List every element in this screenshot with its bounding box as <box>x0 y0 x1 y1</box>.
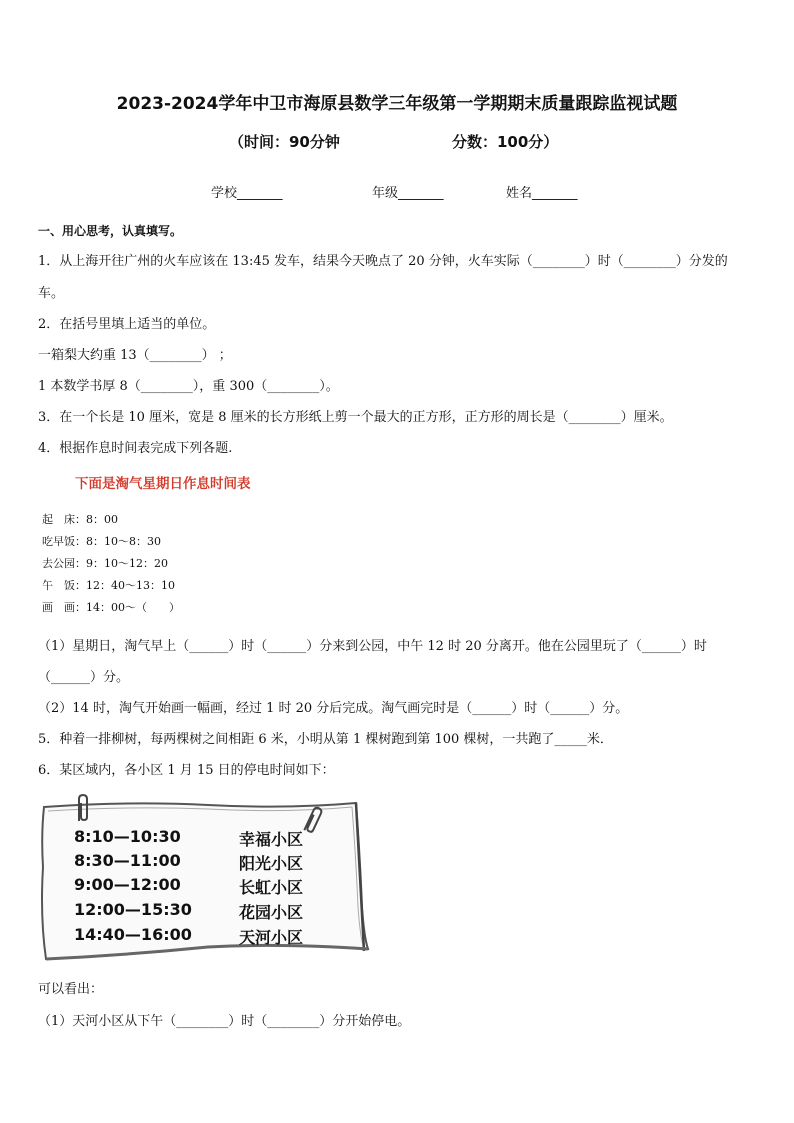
schedule-row: 画 画：14：00～（ ） <box>42 601 180 614</box>
outage-area: 阳光小区 <box>239 854 304 873</box>
observe-label: 可以看出： <box>38 982 104 997</box>
schedule-row: 起 床：8：00 <box>42 513 118 526</box>
question-4: 4．根据作息时间表完成下列各题. <box>38 441 233 456</box>
question-2b: 1 本数学书厚 8（________），重 300（________）。 <box>38 379 339 394</box>
name-field: 姓名_______ <box>506 186 578 201</box>
schedule-row: 吃早饭：8：10～8：30 <box>42 535 161 548</box>
paperclip-icon <box>72 793 94 825</box>
outage-area: 花园小区 <box>239 903 304 922</box>
outage-area: 长虹小区 <box>239 878 304 897</box>
schedule-row: 去公园：9：10～12：20 <box>42 557 168 570</box>
outage-time: 12:00—15:30 <box>74 900 192 919</box>
school-field: 学校_______ <box>211 186 283 201</box>
grade-field: 年级_______ <box>372 186 444 201</box>
question-2a: 一箱梨大约重 13（________） ； <box>38 348 232 363</box>
question-2: 2．在括号里填上适当的单位。 <box>38 317 216 332</box>
exam-title: 2023-2024学年中卫市海原县数学三年级第一学期期末质量跟踪监视试题 <box>116 94 678 114</box>
outage-time: 8:30—11:00 <box>74 851 181 870</box>
schedule-row: 午 饭：12：40～13：10 <box>42 579 175 592</box>
question-6: 6．某区域内，各小区 1 月 15 日的停电时间如下： <box>38 763 335 778</box>
outage-time: 8:10—10:30 <box>74 827 181 846</box>
section-heading: 一、用心思考，认真填写。 <box>38 224 183 238</box>
outage-time: 14:40—16:00 <box>74 925 192 944</box>
question-1-line-1: 1．从上海开往广州的火车应该在 13:45 发车，结果今天晚点了 20 分钟，火车实际（________）时（________）分发的 <box>38 254 728 269</box>
outage-area: 天河小区 <box>239 928 304 947</box>
outage-area: 幸福小区 <box>239 830 304 849</box>
schedule-title: 下面是淘气星期日作息时间表 <box>75 476 251 492</box>
question-5: 5．种着一排柳树，每两棵树之间相距 6 米，小明从第 1 棵树跑到第 100 棵树，一共跑了_____米． <box>38 732 613 747</box>
outage-notice-paper <box>38 797 376 962</box>
question-4-1-line-2: （______）分。 <box>38 670 130 685</box>
question-6-1: （1）天河小区从下午（________）时（________）分开始停电。 <box>38 1014 411 1029</box>
question-4-2: （2）14 时，淘气开始画一幅画，经过 1 时 20 分后完成。淘气画完时是（______）时（______）分。 <box>38 701 629 716</box>
outage-time: 9:00—12:00 <box>74 875 181 894</box>
exam-time: （时间：90分钟 <box>229 133 340 151</box>
question-4-1-line-1: （1）星期日，淘气早上（______）时（______）分来到公园，中午 12 时 20 分离开。他在公园里玩了（______）时 <box>38 639 707 654</box>
question-3: 3．在一个长是 10 厘米，宽是 8 厘米的长方形纸上剪一个最大的正方形，正方形的周长是（________）厘米。 <box>38 410 673 425</box>
exam-score: 分数：100分） <box>452 133 559 151</box>
question-1-line-2: 车。 <box>38 286 65 301</box>
